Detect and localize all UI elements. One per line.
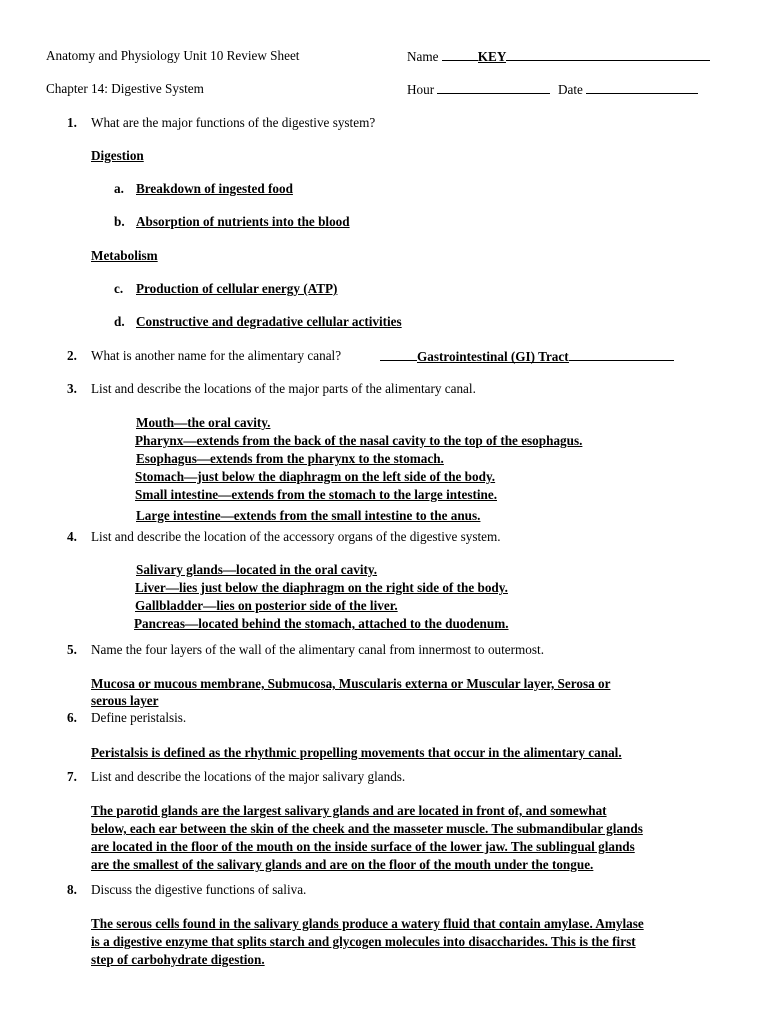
q5-number: 5.	[67, 642, 77, 657]
q4-answer-gallbladder: Gallbladder—lies on posterior side of the liver.	[135, 598, 398, 613]
worksheet-title: Anatomy and Physiology Unit 10 Review Sheet	[46, 48, 300, 63]
hour-blank	[437, 81, 550, 94]
q3-answer-esophagus: Esophagus—extends from the pharynx to the stomach.	[136, 451, 444, 466]
q4-answer-liver: Liver—lies just below the diaphragm on the right side of the body.	[135, 580, 508, 595]
q8-answer-line2: is a digestive enzyme that splits starch and glycogen molecules into disaccharides. This is the first	[91, 934, 636, 949]
hour-field[interactable]	[407, 81, 550, 98]
q8-answer-line1: The serous cells found in the salivary glands produce a watery fluid that contain amylase. Amylase	[91, 916, 644, 931]
q7-number: 7.	[67, 769, 77, 784]
name-blank-lead	[442, 48, 478, 61]
q2-blank-trail	[569, 348, 674, 361]
q7-answer-line4: are the smallest of the salivary glands and are on the floor of the mouth under the tongue.	[91, 857, 594, 872]
q1-b-answer: Absorption of nutrients into the blood	[136, 214, 350, 229]
name-value: KEY	[477, 49, 507, 64]
date-blank	[586, 81, 698, 94]
q1-heading-digestion: Digestion	[91, 148, 144, 163]
q8-number: 8.	[67, 882, 77, 897]
name-field[interactable]	[407, 48, 710, 65]
q1-c-letter: c.	[114, 281, 124, 296]
q1-a-letter: a.	[114, 181, 124, 196]
q1-text: What are the major functions of the digestive system?	[91, 115, 376, 130]
q1-number: 1.	[67, 115, 77, 130]
q2-text: What is another name for the alimentary canal?	[91, 348, 342, 363]
chapter-title: Chapter 14: Digestive System	[46, 81, 204, 96]
q1-heading-metabolism: Metabolism	[91, 248, 158, 263]
q3-answer-stomach: Stomach—just below the diaphragm on the left side of the body.	[135, 469, 496, 484]
q3-answer-pharynx: Pharynx—extends from the back of the nasal cavity to the top of the esophagus.	[135, 433, 583, 448]
q6-number: 6.	[67, 710, 77, 725]
q2-answer: Gastrointestinal (GI) Tract	[417, 349, 569, 364]
q8-answer-line3: step of carbohydrate digestion.	[91, 952, 265, 967]
q7-answer-line2: below, each ear between the skin of the cheek and the masseter muscle. The submandibular glands	[91, 821, 643, 836]
q3-answer-large-intestine: Large intestine—extends from the small intestine to the anus.	[136, 508, 481, 523]
q1-a-answer: Breakdown of ingested food	[136, 181, 293, 196]
q3-answer-small-intestine: Small intestine—extends from the stomach to the large intestine.	[135, 487, 497, 502]
q3-number: 3.	[67, 381, 77, 396]
q4-number: 4.	[67, 529, 77, 544]
q1-b-letter: b.	[114, 214, 125, 229]
q2-number: 2.	[67, 348, 77, 363]
q5-answer-line2: serous layer	[91, 693, 159, 708]
q1-c-answer: Production of cellular energy (ATP)	[136, 281, 338, 296]
q6-answer: Peristalsis is defined as the rhythmic propelling movements that occur in the alimentary canal.	[91, 745, 622, 760]
q7-answer-line1: The parotid glands are the largest salivary glands and are located in front of, and somewhat	[91, 803, 607, 818]
q5-text: Name the four layers of the wall of the alimentary canal from innermost to outermost.	[91, 642, 544, 657]
name-label: Name	[407, 49, 439, 64]
q4-answer-pancreas: Pancreas—located behind the stomach, attached to the duodenum.	[134, 616, 509, 631]
date-field[interactable]	[558, 81, 698, 98]
q7-answer-line3: are located in the floor of the mouth on the inside surface of the lower jaw. The sublingual glands	[91, 839, 635, 854]
q1-d-letter: d.	[114, 314, 125, 329]
q2-answer-field	[380, 348, 674, 365]
q7-text: List and describe the locations of the major salivary glands.	[91, 769, 406, 784]
hour-label: Hour	[407, 82, 435, 97]
date-label: Date	[558, 82, 583, 97]
q8-text: Discuss the digestive functions of saliva.	[91, 882, 307, 897]
q3-text: List and describe the locations of the major parts of the alimentary canal.	[91, 381, 476, 396]
q4-text: List and describe the location of the accessory organs of the digestive system.	[91, 529, 501, 544]
q6-text: Define peristalsis.	[91, 710, 187, 725]
q1-d-answer: Constructive and degradative cellular activities	[136, 314, 402, 329]
q3-answer-mouth: Mouth—the oral cavity.	[136, 415, 271, 430]
q5-answer-line1: Mucosa or mucous membrane, Submucosa, Muscularis externa or Muscular layer, Serosa or	[91, 676, 611, 691]
q2-blank-lead	[380, 348, 417, 361]
q4-answer-salivary-glands: Salivary glands—located in the oral cavity.	[136, 562, 378, 577]
name-blank-trail	[506, 48, 710, 61]
